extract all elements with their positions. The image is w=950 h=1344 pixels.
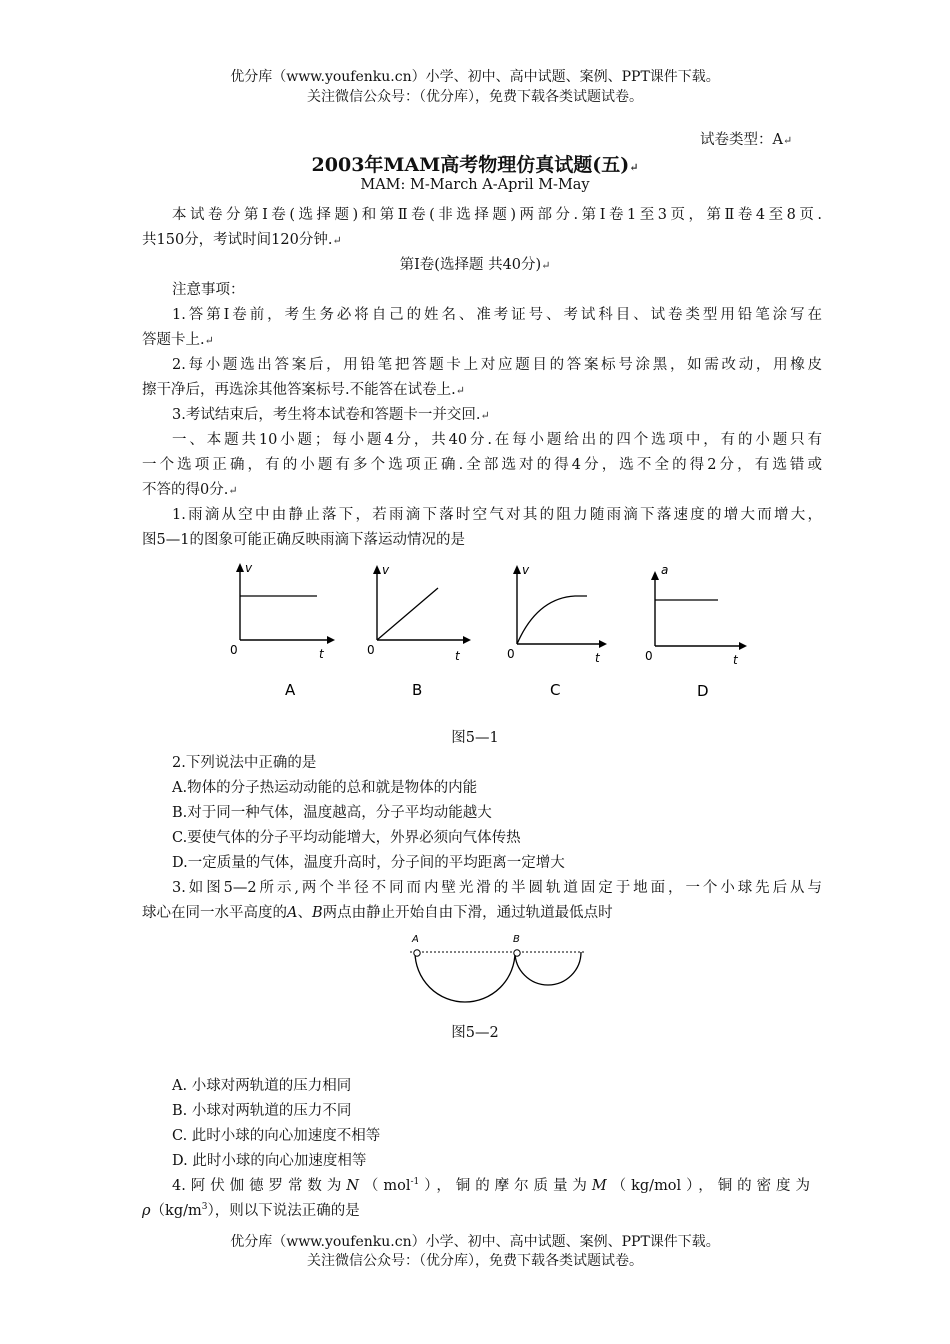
q3-option-a: A. 小球对两轨道的压力相同 (172, 1078, 352, 1094)
footer-line-2: 关注微信公众号：（优分库），免费下载各类试题试卷。 (307, 1253, 643, 1269)
q3-option-c: C. 此时小球的向心加速度不相等 (172, 1128, 381, 1144)
q3-option-d: D. 此时小球的向心加速度相等 (172, 1153, 367, 1169)
graph-a-x-label: t (319, 647, 324, 661)
graph-b-y-arrow (373, 565, 381, 574)
q3-option-b: B. 小球对两轨道的压力不同 (172, 1103, 352, 1119)
q4-symbol-m: M (591, 1178, 607, 1194)
graph-a-origin: 0 (230, 643, 238, 657)
q4-exponent-n: -1 (410, 1177, 420, 1188)
graph-c-y-arrow (513, 565, 521, 574)
graph-d-x-label: t (733, 653, 738, 667)
graph-d-origin: 0 (645, 649, 653, 663)
section-title: 第Ⅰ卷(选择题 共40分)↵ (399, 257, 551, 273)
note-1-line-2-text: 答题卡上. (142, 332, 205, 348)
q2-option-d: D.一定质量的气体，温度升高时，分子间的平均距离一定增大 (172, 855, 565, 871)
q4-text-5: （kg/m (150, 1203, 202, 1219)
note-1-line-2: 答题卡上.↵ (142, 332, 214, 348)
q2-option-c: C.要使气体的分子平均动能增大，外界必须向气体传热 (172, 830, 521, 846)
q1-line-2: 图5—1的图象可能正确反映雨滴下落运动情况的是 (142, 532, 465, 548)
ball-at-b (514, 950, 520, 956)
graph-a-label: A (285, 681, 296, 699)
q2-stem: 2.下列说法中正确的是 (172, 755, 317, 771)
paper-type-text: 试卷类型：A (700, 132, 783, 148)
graph-d-y-label: a (661, 563, 669, 577)
graph-d (645, 563, 747, 700)
q1-line-1: 1.雨滴从空中由静止落下，若雨滴下落时空气对其的阻力随雨滴下落速度的增大而增大， (172, 507, 822, 523)
q4-line-1 (172, 1174, 810, 1195)
q4-line-2 (142, 1199, 360, 1220)
point-a-label: A (412, 934, 419, 945)
intro-line-2-text: 共150分，考试时间120分钟. (142, 232, 333, 248)
q4-text-2: （mol (358, 1178, 411, 1194)
graph-d-y-arrow (651, 571, 659, 580)
figure-5-1 (215, 558, 760, 708)
part1-line-1: 一、本题共10小题；每小题4分，共40分.在每小题给出的四个选项中，有的小题只有 (172, 432, 822, 448)
graph-c-origin: 0 (507, 647, 515, 661)
graph-b-curve (377, 588, 438, 640)
note-2-line-2: 擦干净后，再选涂其他答案标号.不能答在试卷上.↵ (142, 382, 465, 398)
note-2-line-1: 2.每小题选出答案后，用铅笔把答题卡上对应题目的答案标号涂黑，如需改动，用橡皮 (172, 357, 822, 373)
graph-b-x-arrow (463, 636, 471, 644)
q2-option-a: A.物体的分子热运动动能的总和就是物体的内能 (172, 780, 478, 796)
footer-line-1: 优分库（www.youfenku.cn）小学、初中、高中试题、案例、PPT课件下载。 (230, 1234, 720, 1250)
graph-d-x-arrow (739, 642, 747, 650)
part1-line-3: 不答的得0分.↵ (142, 482, 238, 498)
graph-b-origin: 0 (367, 643, 375, 657)
figure-5-2-caption: 图5—2 (451, 1025, 499, 1041)
q3-point-b: B (311, 905, 323, 921)
part1-line-2: 一个选项正确，有的小题有多个选项正确.全部选对的得4分，选不全的得2分，有选错或 (142, 457, 822, 473)
note-3-text: 3.考试结束后，考生将本试卷和答题卡一并交回. (172, 407, 481, 423)
figure-5-2 (405, 930, 590, 1010)
q3-separator: 、 (297, 905, 312, 921)
point-b-label: B (513, 934, 520, 945)
q3-line-2-pre: 球心在同一水平高度的 (142, 905, 287, 921)
q4-text-3: ），铜的摩尔质量为 (419, 1178, 592, 1194)
graph-a-y-label: v (245, 561, 253, 575)
graph-c-y-label: v (522, 563, 530, 577)
page-title: 2003年MAM高考物理仿真试题(五)↵ (311, 154, 639, 176)
q4-symbol-n: N (346, 1178, 359, 1194)
q4-text-4: （kg/mol），铜的密度为 (606, 1178, 810, 1194)
ball-at-a (414, 950, 420, 956)
q3-point-a: A (287, 905, 298, 921)
graph-b-x-label: t (455, 649, 460, 663)
header-line-1: 优分库（www.youfenku.cn）小学、初中、高中试题、案例、PPT课件下载。 (230, 69, 720, 85)
q3-line-1: 3.如图5—2所示,两个半径不同而内壁光滑的半圆轨道固定于地面，一个小球先后从与 (172, 880, 822, 896)
note-3: 3.考试结束后，考生将本试卷和答题卡一并交回.↵ (172, 407, 490, 423)
figure-5-1-caption: 图5—1 (451, 730, 499, 746)
small-semicircle-track (515, 952, 581, 985)
part1-line-3-text: 不答的得0分. (142, 482, 229, 498)
q3-line-2 (142, 901, 613, 922)
paper-type: 试卷类型：A↵ (700, 132, 793, 148)
notes-heading: 注意事项： (172, 282, 245, 298)
graph-d-label: D (697, 682, 709, 700)
intro-line-2: 共150分，考试时间120分钟.↵ (142, 232, 342, 248)
large-semicircle-track (415, 952, 515, 1002)
graph-c-x-arrow (599, 640, 607, 648)
graph-b-y-label: v (382, 563, 390, 577)
q3-line-2-post: 两点由静止开始自由下滑，通过轨道最低点时 (322, 905, 613, 921)
graph-b-label: B (412, 681, 423, 699)
graph-c-x-label: t (595, 651, 600, 665)
graph-a-y-arrow (236, 563, 244, 572)
q4-text-1: 4.阿伏伽德罗常数为 (172, 1178, 347, 1194)
graph-c-curve (517, 596, 587, 644)
q4-text-6: ），则以下说法正确的是 (207, 1203, 360, 1219)
section-title-text: 第Ⅰ卷(选择题 共40分) (399, 257, 542, 273)
header-line-2: 关注微信公众号：（优分库），免费下载各类试题试卷。 (307, 89, 643, 105)
graph-a-x-arrow (327, 636, 335, 644)
q2-option-b: B.对于同一种气体，温度越高，分子平均动能越大 (172, 805, 492, 821)
q4-symbol-rho: ρ (142, 1203, 151, 1219)
note-1-line-1: 1.答第Ⅰ卷前，考生务必将自己的姓名、准考证号、考试科目、试卷类型用铅笔涂写在 (172, 307, 822, 323)
q4-exponent-rho: 3 (201, 1202, 208, 1213)
graph-b (367, 563, 471, 699)
graph-c (507, 563, 607, 699)
page-title-text: 2003年MAM高考物理仿真试题(五) (311, 154, 630, 176)
intro-line-1: 本试卷分第Ⅰ卷(选择题)和第Ⅱ卷(非选择题)两部分.第Ⅰ卷1至3页，第Ⅱ卷4至8页. (172, 207, 822, 223)
graph-a (230, 561, 335, 699)
note-2-line-2-text: 擦干净后，再选涂其他答案标号.不能答在试卷上. (142, 382, 456, 398)
graph-c-label: C (550, 681, 561, 699)
page-subtitle: MAM: M-March A-April M-May (360, 177, 590, 193)
